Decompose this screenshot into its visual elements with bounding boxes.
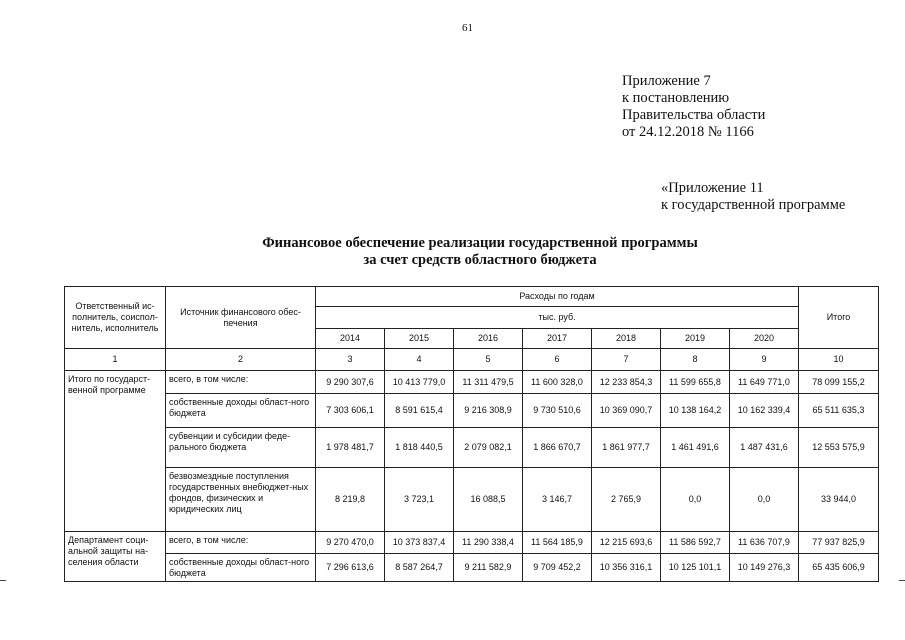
appendix-reference bbox=[622, 73, 765, 141]
source-cell: собственные доходы област-ного бюджета bbox=[166, 554, 316, 582]
document-title bbox=[120, 235, 840, 269]
value-cell: 11 599 655,8 bbox=[661, 371, 730, 394]
column-number: 5 bbox=[454, 349, 523, 371]
value-cell: 1 461 491,6 bbox=[661, 428, 730, 468]
year-header-2016: 2016 bbox=[454, 329, 523, 349]
value-cell: 11 636 707,9 bbox=[730, 532, 799, 554]
header-expenses: Расходы по годам bbox=[316, 287, 799, 307]
value-cell: 10 369 090,7 bbox=[592, 394, 661, 428]
source-cell: собственные доходы област-ного бюджета bbox=[166, 394, 316, 428]
column-number: 3 bbox=[316, 349, 385, 371]
value-cell: 7 303 606,1 bbox=[316, 394, 385, 428]
value-cell: 3 146,7 bbox=[523, 468, 592, 532]
value-cell: 9 211 582,9 bbox=[454, 554, 523, 582]
year-header-2020: 2020 bbox=[730, 329, 799, 349]
value-cell: 11 586 592,7 bbox=[661, 532, 730, 554]
page-edge-mark bbox=[899, 580, 905, 581]
column-number: 4 bbox=[385, 349, 454, 371]
value-cell: 2 079 082,1 bbox=[454, 428, 523, 468]
financing-table bbox=[64, 286, 879, 582]
year-header-2017: 2017 bbox=[523, 329, 592, 349]
value-cell: 11 600 328,0 bbox=[523, 371, 592, 394]
value-cell: 8 219,8 bbox=[316, 468, 385, 532]
header-source: Источник финансового обес-печения bbox=[166, 287, 316, 349]
value-cell: 0,0 bbox=[661, 468, 730, 532]
value-cell: 8 587 264,7 bbox=[385, 554, 454, 582]
title-line: за счет средств областного бюджета bbox=[363, 252, 597, 268]
column-number: 2 bbox=[166, 349, 316, 371]
executor-cell: Департамент соци-альной защиты на-селения области bbox=[65, 532, 166, 582]
program-ref-line: «Приложение 11 bbox=[661, 180, 764, 196]
value-cell: 10 413 779,0 bbox=[385, 371, 454, 394]
column-number: 7 bbox=[592, 349, 661, 371]
total-cell: 78 099 155,2 bbox=[799, 371, 879, 394]
total-cell: 12 553 575,9 bbox=[799, 428, 879, 468]
program-appendix-reference bbox=[661, 180, 845, 214]
value-cell: 0,0 bbox=[730, 468, 799, 532]
value-cell: 10 373 837,4 bbox=[385, 532, 454, 554]
title-line: Финансовое обеспечение реализации государственной программы bbox=[262, 235, 698, 251]
executor-cell: Итого по государст-венной программе bbox=[65, 371, 166, 532]
source-cell: субвенции и субсидии феде-рального бюджета bbox=[166, 428, 316, 468]
value-cell: 1 487 431,6 bbox=[730, 428, 799, 468]
table-row bbox=[65, 532, 879, 554]
source-cell: всего, в том числе: bbox=[166, 371, 316, 394]
year-header-2014: 2014 bbox=[316, 329, 385, 349]
value-cell: 10 125 101,1 bbox=[661, 554, 730, 582]
value-cell: 11 311 479,5 bbox=[454, 371, 523, 394]
value-cell: 2 765,9 bbox=[592, 468, 661, 532]
appendix-line: к постановлению bbox=[622, 90, 730, 106]
table-row bbox=[65, 371, 879, 394]
year-header-2015: 2015 bbox=[385, 329, 454, 349]
value-cell: 12 215 693,6 bbox=[592, 532, 661, 554]
value-cell: 8 591 615,4 bbox=[385, 394, 454, 428]
table-row bbox=[65, 554, 879, 582]
header-total: Итого bbox=[799, 287, 879, 349]
source-cell: всего, в том числе: bbox=[166, 532, 316, 554]
value-cell: 1 978 481,7 bbox=[316, 428, 385, 468]
value-cell: 1 818 440,5 bbox=[385, 428, 454, 468]
year-header-2019: 2019 bbox=[661, 329, 730, 349]
program-ref-line: к государственной программе bbox=[661, 197, 846, 213]
table-row bbox=[65, 394, 879, 428]
column-number: 9 bbox=[730, 349, 799, 371]
value-cell: 16 088,5 bbox=[454, 468, 523, 532]
header-units: тыс. руб. bbox=[316, 307, 799, 329]
value-cell: 11 649 771,0 bbox=[730, 371, 799, 394]
value-cell: 10 356 316,1 bbox=[592, 554, 661, 582]
value-cell: 10 149 276,3 bbox=[730, 554, 799, 582]
value-cell: 9 290 307,6 bbox=[316, 371, 385, 394]
header-executor: Ответственный ис-полнитель, соиспол-нитель, исполнитель bbox=[65, 287, 166, 349]
value-cell: 9 216 308,9 bbox=[454, 394, 523, 428]
column-number: 6 bbox=[523, 349, 592, 371]
year-header-2018: 2018 bbox=[592, 329, 661, 349]
appendix-line: Приложение 7 bbox=[622, 73, 711, 89]
column-number: 10 bbox=[799, 349, 879, 371]
value-cell: 1 861 977,7 bbox=[592, 428, 661, 468]
value-cell: 9 270 470,0 bbox=[316, 532, 385, 554]
value-cell: 11 564 185,9 bbox=[523, 532, 592, 554]
total-cell: 77 937 825,9 bbox=[799, 532, 879, 554]
page-number: 61 bbox=[462, 22, 473, 34]
column-number-row bbox=[65, 349, 879, 371]
total-cell: 33 944,0 bbox=[799, 468, 879, 532]
page-edge-mark bbox=[0, 580, 6, 581]
table-row bbox=[65, 468, 879, 532]
value-cell: 1 866 670,7 bbox=[523, 428, 592, 468]
value-cell: 12 233 854,3 bbox=[592, 371, 661, 394]
source-cell: безвозмездные поступления государственных внебюджет-ных фондов, физических и юридических лиц bbox=[166, 468, 316, 532]
column-number: 8 bbox=[661, 349, 730, 371]
table-row bbox=[65, 428, 879, 468]
total-cell: 65 435 606,9 bbox=[799, 554, 879, 582]
appendix-line: Правительства области bbox=[622, 107, 766, 123]
value-cell: 11 290 338,4 bbox=[454, 532, 523, 554]
column-number: 1 bbox=[65, 349, 166, 371]
value-cell: 3 723,1 bbox=[385, 468, 454, 532]
value-cell: 7 296 613,6 bbox=[316, 554, 385, 582]
total-cell: 65 511 635,3 bbox=[799, 394, 879, 428]
appendix-line: от 24.12.2018 № 1166 bbox=[622, 124, 754, 140]
value-cell: 9 709 452,2 bbox=[523, 554, 592, 582]
value-cell: 10 162 339,4 bbox=[730, 394, 799, 428]
value-cell: 10 138 164,2 bbox=[661, 394, 730, 428]
value-cell: 9 730 510,6 bbox=[523, 394, 592, 428]
